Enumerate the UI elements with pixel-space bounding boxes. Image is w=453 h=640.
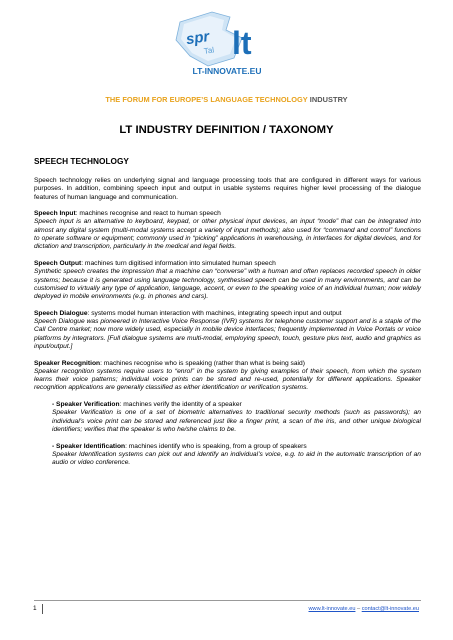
footer-divider [34, 600, 421, 601]
logo-mark: lt [232, 25, 252, 61]
entry-definition: : machines turn digitised information into simulated human speech [81, 259, 276, 267]
entry-term: Speech Input [34, 210, 76, 218]
entry-speech-output [34, 260, 421, 301]
entry-detail: Speaker recognition systems require users to “enrol” in the system by giving examples of their speech, from which the system learns their voice patterns; individual voice prints can be stored and re-used, potentially for different applications. Speaker recognition applications are generally classified as either identification or verification systems. [34, 367, 421, 392]
entry-detail: Synthetic speech creates the impression that a machine can “converse” with a human and often replaces recorded speech in older systems; because it is generated using language technology, synthesised speech can be used in many environments, and can be customised to virtually any type of application, language, accent, or even to the speaking voice of an individual human; now widely deployed in mobile environments (e.g. in phones and cars). [34, 268, 421, 301]
entry-term: Speech Dialogue [34, 309, 88, 317]
entry-detail: Speech Dialogue was pioneered in Interactive Voice Response (IVR) systems for telephone customer support and is a staple of the Call Centre market; now more widely used, especially in mobile device interfaces; frequently implemented in Voice Portals or voice platforms by integrators. [Full dialogue systems are multi-modal, employing speech, touch, gesture plus text, audio and graphics as input/output.] [34, 318, 421, 350]
entry-detail: Speech input is an alternative to keyboard, keypad, or other physical input devices, an input “mode” that can be integrated into almost any digital system (multi-modal systems accept a variety of input methods); also used for “command and control” functions to operate software or equipment; commonly used in “picking” applications in warehousing, in interfaces for digital devices, and for dictation and transcription, particularly in the medical and legal fields. [34, 218, 421, 251]
tagline-primary: THE FORUM FOR EUROPE’S LANGUAGE TECHNOLOGY [105, 95, 308, 104]
svg-text:Tal: Tal [203, 45, 215, 56]
sub-entry-speaker-verification [52, 401, 421, 434]
footer-links [309, 606, 420, 612]
svg-text:spr: spr [184, 28, 211, 49]
entry-speech-input [34, 210, 421, 251]
tagline-secondary: INDUSTRY [309, 95, 348, 104]
intro-paragraph: Speech technology relies on underlying signal and language processing tools that are configured in different ways for various purposes. In addition, combining speech input and output in usable systems requires higher level processing of the dialogue features of human language and communication. [34, 177, 421, 201]
section-heading: SPEECH TECHNOLOGY [34, 156, 129, 166]
entry-speaker-recognition [34, 360, 421, 393]
document-title: LT INDUSTRY DEFINITION / TAXONOMY [119, 124, 334, 136]
sub-entry-definition: : machines verify the identity of a speaker [119, 401, 242, 409]
page-number: 1 [33, 604, 43, 614]
sub-entry-detail: Speaker Verification is one of a set of biometric alternatives to traditional security methods (such as passwords); an individual’s voice print can be stored and referenced just like a finger print, a scan of the iris, and other unique biological identifiers; verifies that the speaker is who he/she claims to be. [52, 409, 421, 433]
entry-definition: : machines recognise who is speaking (rather than what is being said) [100, 359, 305, 367]
logo-graphic [172, 8, 282, 86]
logo-wordmark: LT-INNOVATE.EU [192, 66, 262, 76]
sub-entry-term: - Speaker Verification [52, 401, 120, 409]
entry-term: Speech Output [34, 259, 82, 267]
footer-separator: – [355, 606, 362, 612]
sub-entry-detail: Speaker Identification systems can pick out and identify an individual’s voice, e.g. to aid in the automatic transcription of an audio or video conference. [52, 450, 421, 467]
entry-term: Speaker Recognition [34, 359, 101, 367]
lt-innovate-logo [172, 8, 282, 86]
email-link[interactable]: contact@lt-innovate.eu [361, 606, 419, 612]
sub-entry-speaker-identification [52, 443, 421, 468]
website-link[interactable]: www.lt-innovate.eu [308, 606, 356, 612]
document-body [34, 177, 421, 476]
entry-definition: : systems model human interaction with machines, integrating speech input and output [87, 309, 342, 317]
tagline [0, 95, 453, 104]
sub-entry-term: - Speaker Identification [52, 442, 126, 450]
entry-definition: : machines recognise and react to human speech [75, 210, 221, 218]
sub-entry-definition: : machines identify who is speaking, from a group of speakers [125, 442, 307, 450]
entry-speech-dialogue [34, 310, 421, 351]
